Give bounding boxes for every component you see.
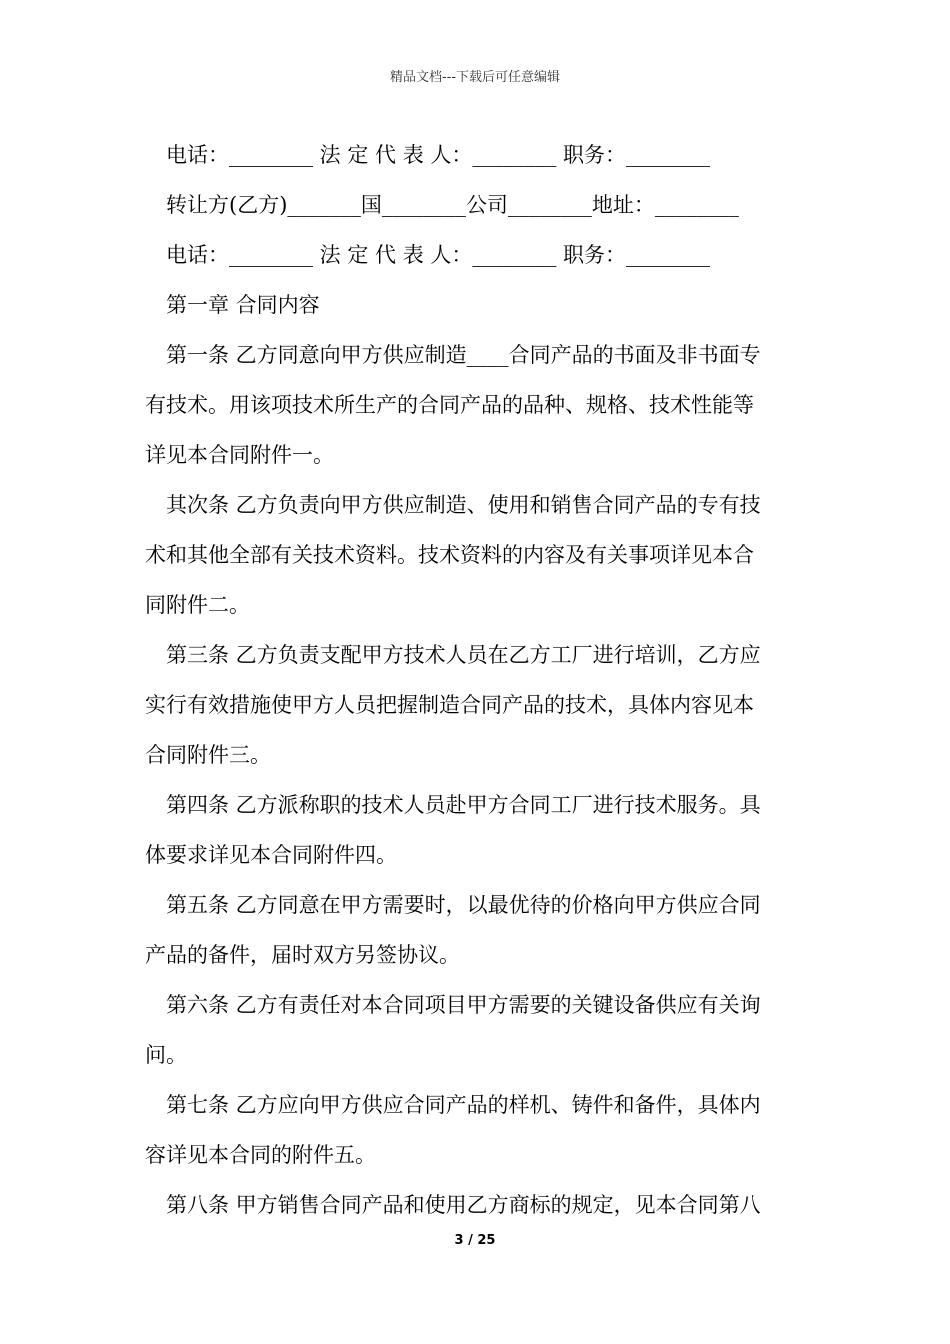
- text-line: 第一章 合同内容: [166, 293, 320, 317]
- page-header: 精品文档---下载后可任意编辑: [389, 70, 561, 85]
- text-line: 转让方(乙方)_______国________公司________地址：________: [166, 193, 739, 217]
- text-line: 第八条 甲方销售合同产品和使用乙方商标的规定，见本合同第八: [166, 1193, 761, 1217]
- text-line: 有技术。用该项技术所生产的合同产品的品种、规格、技术性能等: [145, 393, 754, 417]
- text-line: 容详见本合同的附件五。: [145, 1143, 376, 1167]
- text-line: 问。: [145, 1043, 187, 1067]
- text-line: 产品的备件，届时双方另签协议。: [145, 943, 460, 967]
- text-line: 第四条 乙方派称职的技术人员赴甲方合同工厂进行技术服务。具: [166, 793, 761, 817]
- text-line: 第五条 乙方同意在甲方需要时，以最优待的价格向甲方供应合同: [166, 893, 761, 917]
- page-number: 3 / 25: [454, 1233, 496, 1248]
- text-line: 体要求详见本合同附件四。: [145, 843, 397, 867]
- text-line: 详见本合同附件一。: [145, 443, 334, 467]
- text-line: 术和其他全部有关技术资料。技术资料的内容及有关事项详见本合: [145, 543, 754, 567]
- text-line: 合同附件三。: [145, 743, 271, 767]
- text-line: 实行有效措施使甲方人员把握制造合同产品的技术，具体内容见本: [145, 693, 754, 717]
- text-line: 电话：________ 法 定 代 表 人：________ 职务：________: [166, 243, 711, 267]
- text-line: 第一条 乙方同意向甲方供应制造____合同产品的书面及非书面专: [166, 343, 761, 367]
- text-line: 电话：________ 法 定 代 表 人：________ 职务：________: [166, 143, 711, 167]
- text-line: 同附件二。: [145, 593, 250, 617]
- text-line: 其次条 乙方负责向甲方供应制造、使用和销售合同产品的专有技: [166, 493, 761, 517]
- document-body: [145, 130, 805, 1230]
- text-line: 第七条 乙方应向甲方供应合同产品的样机、铸件和备件，具体内: [166, 1093, 761, 1117]
- text-line: 第三条 乙方负责支配甲方技术人员在乙方工厂进行培训，乙方应: [166, 643, 761, 667]
- text-line: 第六条 乙方有责任对本合同项目甲方需要的关键设备供应有关询: [166, 993, 761, 1017]
